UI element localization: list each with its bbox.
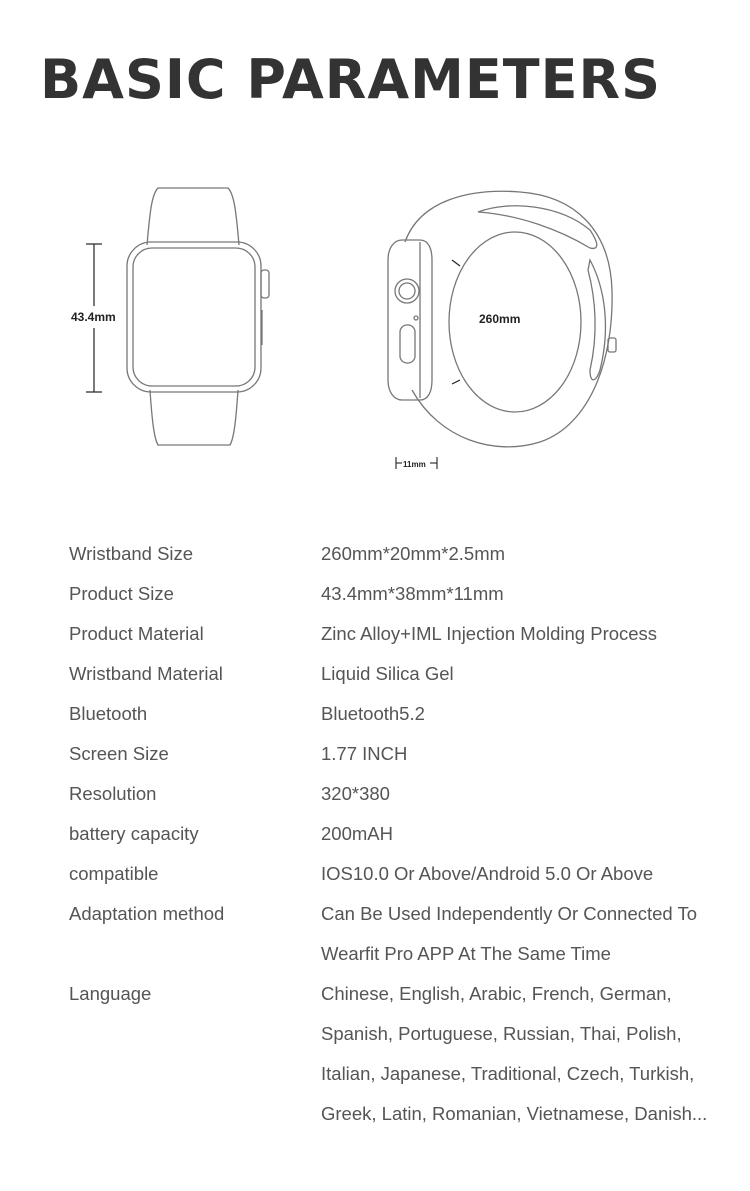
spec-row-battery-capacity (69, 814, 739, 854)
height-dimension-label: 43.4mm (71, 310, 116, 324)
spec-label: compatible (69, 863, 159, 884)
spec-value: 1.77 INCH (321, 743, 408, 764)
spec-row-screen-size (69, 734, 739, 774)
spec-value: Wearfit Pro APP At The Same Time (321, 943, 611, 964)
spec-label: Wristband Material (69, 663, 223, 684)
watch-dimension-drawing (0, 170, 750, 490)
spec-value: 320*380 (321, 783, 390, 804)
spec-value: Can Be Used Independently Or Connected To (321, 903, 698, 924)
spec-row-product-size (69, 574, 739, 614)
spec-row-wristband-size (69, 534, 739, 574)
spec-label: Product Size (69, 583, 174, 604)
spec-row-bluetooth (69, 694, 739, 734)
thickness-dimension-label: 11mm (403, 460, 426, 469)
spec-row-compatible (69, 854, 739, 894)
spec-row-language (69, 974, 739, 1134)
spec-value: Italian, Japanese, Traditional, Czech, Turkish, (321, 1063, 695, 1084)
spec-row-resolution (69, 774, 739, 814)
spec-value: IOS10.0 Or Above/Android 5.0 Or Above (321, 863, 654, 884)
band-dimension-label: 260mm (479, 312, 521, 326)
spec-row-adaptation-method (69, 894, 739, 974)
spec-label: Product Material (69, 623, 204, 644)
spec-value: Zinc Alloy+IML Injection Molding Process (321, 623, 658, 644)
spec-value: Liquid Silica Gel (321, 663, 454, 684)
spec-label: Bluetooth (69, 703, 148, 724)
spec-value: Spanish, Portuguese, Russian, Thai, Polish, (321, 1023, 682, 1044)
spec-label: Resolution (69, 783, 157, 804)
page-title: BASIC PARAMETERS (40, 48, 661, 111)
spec-label: Language (69, 983, 152, 1004)
spec-table (69, 534, 739, 1134)
spec-label: battery capacity (69, 823, 199, 844)
spec-row-product-material (69, 614, 739, 654)
spec-label: Screen Size (69, 743, 169, 764)
spec-value: Greek, Latin, Romanian, Vietnamese, Danish... (321, 1103, 708, 1124)
watch-line-art (0, 170, 750, 490)
spec-value: 43.4mm*38mm*11mm (321, 583, 504, 604)
spec-label: Wristband Size (69, 543, 194, 564)
spec-row-wristband-material (69, 654, 739, 694)
spec-value: Chinese, English, Arabic, French, German, (321, 983, 672, 1004)
spec-value: 260mm*20mm*2.5mm (321, 543, 506, 564)
spec-value: 200mAH (321, 823, 393, 844)
spec-label: Adaptation method (69, 903, 225, 924)
spec-value: Bluetooth5.2 (321, 703, 425, 724)
